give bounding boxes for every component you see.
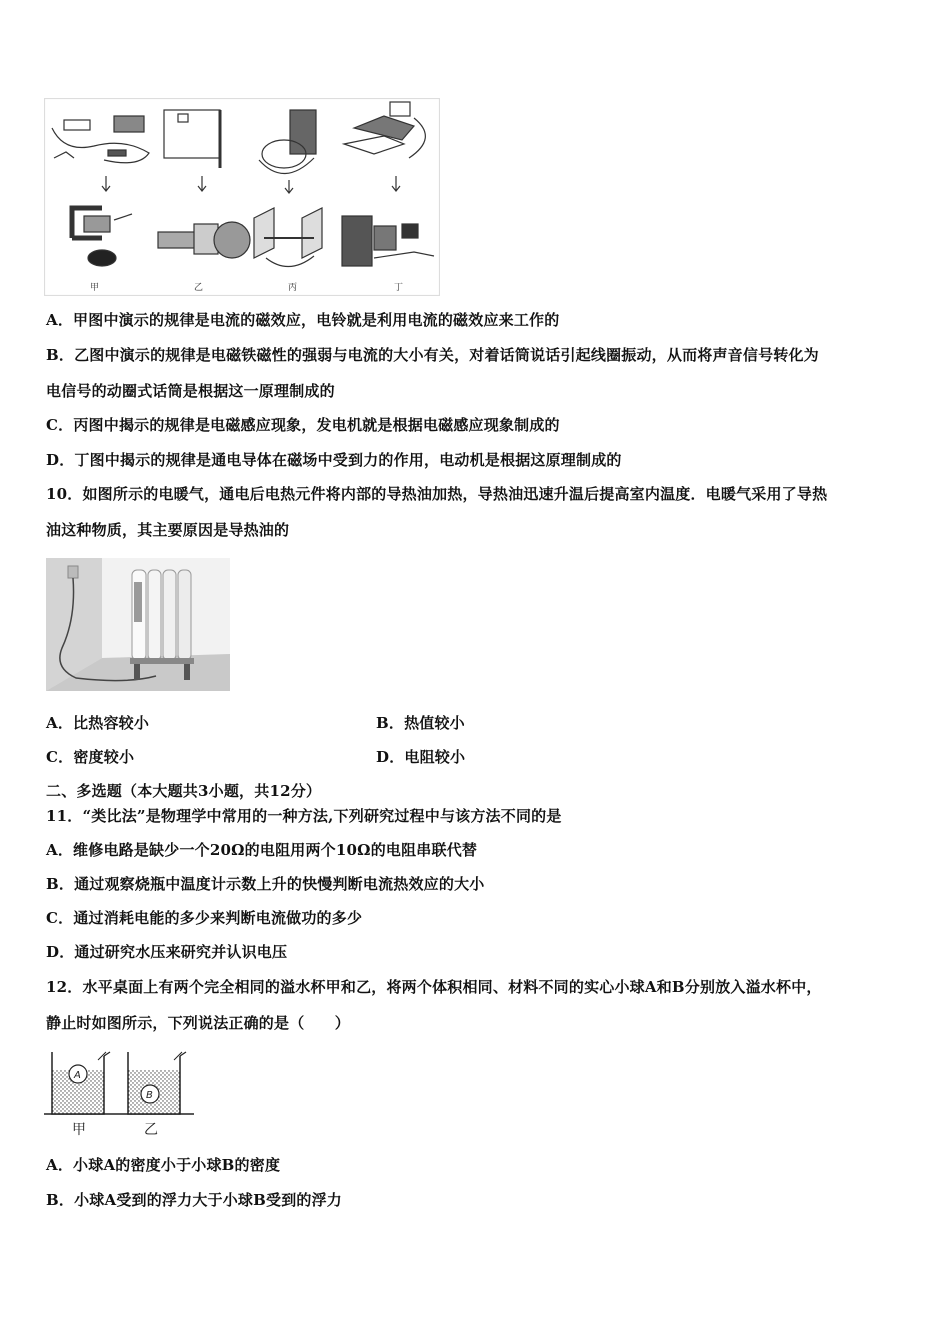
- q10-option-d: D．电阻较小: [376, 748, 466, 766]
- q10-option-c: C．密度较小: [46, 748, 135, 766]
- section-title: 二、多选题（本大题共3小题，共12分）: [46, 782, 322, 800]
- q9-option-c: C．丙图中揭示的规律是电磁感应现象，发电机就是根据电磁感应现象制成的: [46, 416, 560, 434]
- ball-a-label: A: [74, 1070, 81, 1081]
- cup-label-yi: 乙: [144, 1122, 158, 1138]
- q11-stem: 11．“类比法”是物理学中常用的一种方法,下列研究过程中与该方法不同的是: [46, 807, 562, 825]
- overflow-cups-figure: [44, 1050, 194, 1138]
- figure-label-yi: 乙: [194, 283, 204, 293]
- q9-option-d: D．丁图中揭示的规律是通电导体在磁场中受到力的作用，电动机是根据这原理制成的: [46, 451, 622, 469]
- q11-option-b: B．通过观察烧瓶中温度计示数上升的快慢判断电流热效应的大小: [46, 875, 485, 893]
- electromagnetism-figure: [44, 98, 440, 296]
- q10-option-b: B．热值较小: [376, 714, 465, 732]
- figure-label-ding: 丁: [394, 283, 404, 293]
- q9-option-b-line1: B．乙图中演示的规律是电磁铁磁性的强弱与电流的大小有关，对着话筒说话引起线圈振动，从而将声音信号转化为: [46, 346, 819, 364]
- figure-label-bing: 丙: [288, 283, 298, 293]
- q11-option-c: C．通过消耗电能的多少来判断电流做功的多少: [46, 909, 363, 927]
- q10-option-a: A．比热容较小: [46, 714, 150, 732]
- q12-option-a: A．小球A的密度小于小球B的密度: [46, 1156, 281, 1174]
- q12-stem-line1: 12．水平桌面上有两个完全相同的溢水杯甲和乙，将两个体积相同、材料不同的实心小球A和B分别放入溢水杯中，: [46, 978, 822, 996]
- q9-option-a: A．甲图中演示的规律是电流的磁效应，电铃就是利用电流的磁效应来工作的: [46, 311, 560, 329]
- q12-option-b: B．小球A受到的浮力大于小球B受到的浮力: [46, 1191, 342, 1209]
- figure-label-jia: 甲: [90, 283, 100, 293]
- q11-option-d: D．通过研究水压来研究并认识电压: [46, 943, 288, 961]
- q9-option-b-line2: 电信号的动圈式话筒是根据这一原理制成的: [46, 382, 335, 400]
- q10-stem-line2: 油这种物质，其主要原因是导热油的: [46, 521, 290, 539]
- q10-stem-line1: 10．如图所示的电暖气，通电后电热元件将内部的导热油加热，导热油迅速升温后提高室内温度．电暖气采用了导热: [46, 485, 828, 503]
- q12-stem-line2: 静止时如图所示，下列说法正确的是（ ）: [46, 1014, 351, 1032]
- q11-option-a: A．维修电路是缺少一个20Ω的电阻用两个10Ω的电阻串联代替: [46, 841, 478, 859]
- ball-b-label: B: [146, 1090, 153, 1101]
- radiator-photo: [46, 558, 230, 691]
- cup-label-jia: 甲: [72, 1122, 86, 1138]
